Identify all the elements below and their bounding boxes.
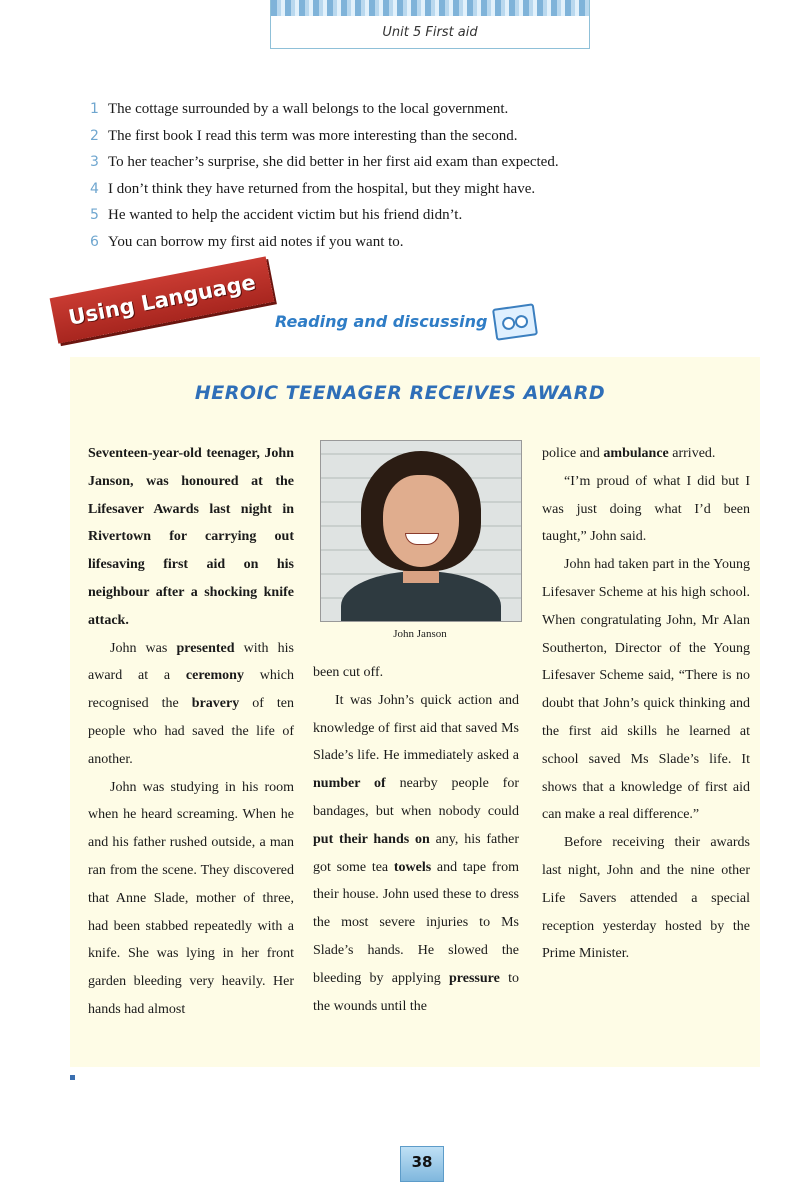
header-wave-decoration	[271, 0, 589, 16]
exercise-item: 3 To her teacher’s surprise, she did better in her first aid exam than expected.	[90, 154, 559, 171]
article-paragraph: John had taken part in the Young Lifesaver Scheme at his high school. When congratulating John, Mr Alan Southerton, Director of the Young Lifesaver Scheme said, “There is no doubt that John’s quick thinking and the first aid skills he learned at school saved Ms Slade’s life. It shows that a knowledge of first aid can make a real difference.”	[542, 557, 750, 823]
exercise-list	[90, 98, 730, 258]
article-paragraph: “I’m proud of what I did but I was just doing what I’d been taught,” John said.	[542, 473, 750, 545]
article-column-2	[313, 659, 519, 1020]
article-column-3	[542, 440, 750, 968]
article-paragraph: John was presented with his award at a ceremony which recognised the bravery of ten people who had saved the life of another.	[88, 640, 295, 767]
exercise-item: 2 The first book I read this term was more interesting than the second.	[90, 127, 518, 144]
exercise-item: 1 The cottage surrounded by a wall belongs to the local government.	[90, 101, 509, 117]
article-lead: Seventeen-year-old teenager, John Janson, was honoured at the Lifesaver Awards last night in Rivertown for carrying out lifesaving first aid on his neighbour after a shocking knife attack.	[88, 446, 294, 628]
section-subheading: Reading and discussing	[275, 312, 488, 331]
article-column-1	[88, 440, 294, 1024]
john-janson-photo	[320, 440, 522, 622]
article-paragraph: It was John’s quick action and knowledge of first aid that saved Ms Slade’s life. He immediately asked a number of nearby people for bandages, but when nobody could put their hands on any, his father got some tea towels and tape from their house. John used these to dress the most severe injuries to Ms Slade’s hands. He slowed the bleeding by applying pressure to the wounds until the	[313, 692, 520, 1014]
article-paragraph: police and ambulance arrived.	[542, 446, 716, 461]
article-headline: HEROIC TEENAGER RECEIVES AWARD	[194, 382, 606, 404]
banner-label: Using Language	[66, 270, 258, 330]
exercise-item: 4 I don’t think they have returned from the hospital, but they might have.	[90, 180, 536, 197]
photo-caption: John Janson	[393, 628, 447, 640]
exercise-item: 5 He wanted to help the accident victim but his friend didn’t.	[90, 207, 463, 224]
page-number: 38	[400, 1146, 444, 1182]
exercise-item: 6 You can borrow my first aid notes if you want to.	[90, 233, 404, 250]
article-paragraph: been cut off.	[313, 665, 384, 680]
article-paragraph: John was studying in his room when he heard screaming. When he and his father rushed outside, a man ran from the scene. They discovered that Anne Slade, mother of three, had been stabbed repeatedly with a knife. She was lying in her front garden bleeding very heavily. Her hands had almost	[88, 779, 294, 1017]
unit-label: Unit 5 First aid	[382, 25, 478, 40]
using-language-banner	[50, 256, 275, 343]
article-paragraph: Before receiving their awards last night, John and the nine other Life Savers attended a special reception yesterday hosted by the Prime Minister.	[542, 835, 750, 962]
unit-header-tab	[270, 0, 590, 49]
cassette-tape-icon[interactable]	[492, 303, 538, 341]
margin-marker	[70, 1075, 75, 1080]
